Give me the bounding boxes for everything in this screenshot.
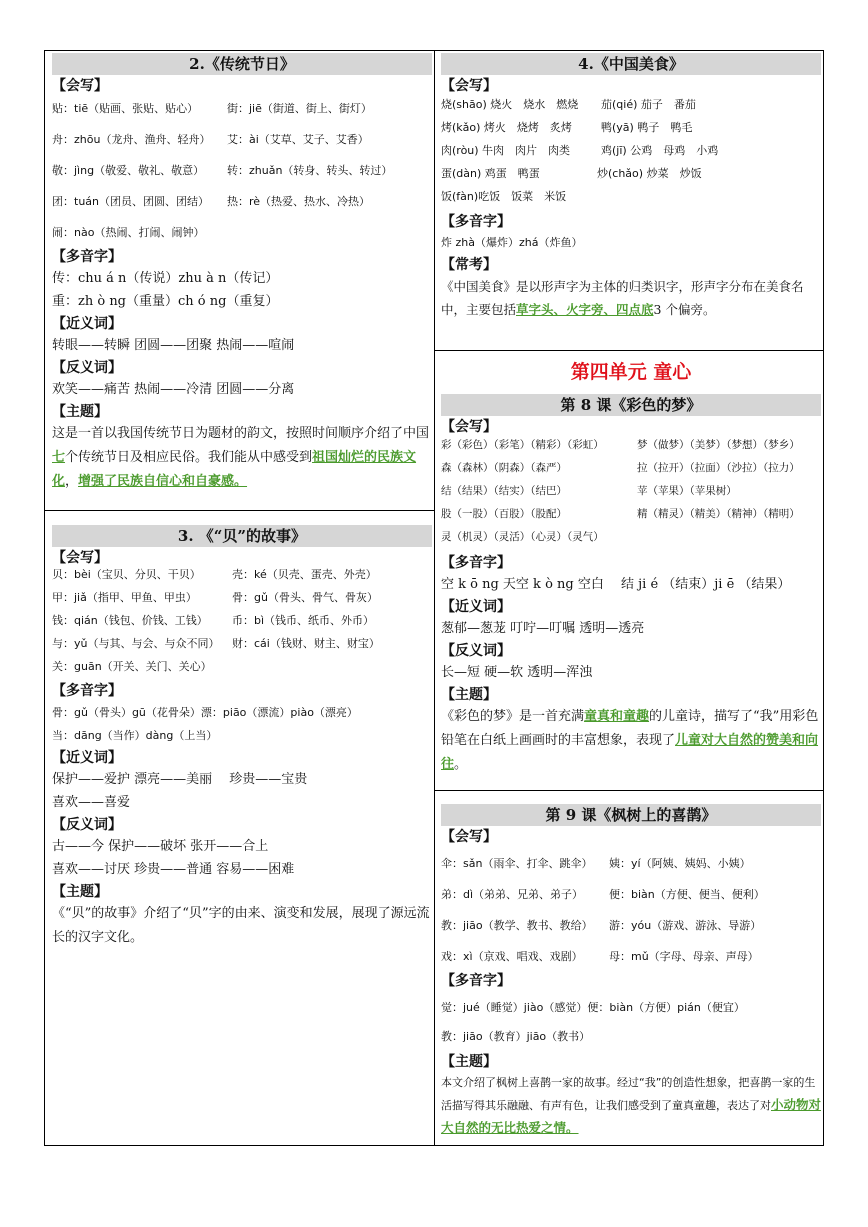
- lesson-8-duoyin-heading: 【多音字】: [441, 555, 511, 571]
- lesson-8-fanyi-heading: 【反义词】: [441, 643, 511, 659]
- list-item: 弟：dì（弟弟、兄弟、弟子） 便：biàn（方便、便当、便利）: [441, 888, 765, 901]
- list-item: 钱：qián（钱包、价钱、工钱） 币：bì（钱币、纸币、外币）: [52, 614, 375, 627]
- column-divider: [434, 50, 435, 1146]
- lesson-2-huixie-heading: 【会写】: [52, 78, 108, 94]
- list-item: 贴：tiē（贴画、张贴、贴心） 街：jiē（街道、街上、街灯）: [52, 102, 372, 115]
- lesson-2-jinyi: 转眼——转瞬 团圆——团聚 热闹——喧闹: [52, 338, 295, 353]
- lesson-9-zhuti: 本文介绍了枫树上喜鹊一家的故事。经过“我”的创造性想象，把喜鹊一家的生活描写得其乐融融、有声有色，让我们感受到了童真童趣，表达了对小动物对大自然的无比热爱之情。: [441, 1076, 822, 1135]
- list-item: 烧(shāo) 烧火 烧水 燃烧 茄(qié) 茄子 番茄: [441, 98, 696, 111]
- list-item: 森（森林）（阴森）（森严） 拉（拉开）（拉面）（沙拉）（拉力）: [441, 462, 800, 474]
- lesson-4-changkao: 《中国美食》是以形声字为主体的归类识字，形声字分布在美食名中，主要包括草字头、火字旁、四点底3 个偏旁。: [441, 279, 804, 317]
- lesson-3-title: 3. 《“贝”的故事》: [52, 525, 432, 547]
- lesson-8-huixie-heading: 【会写】: [441, 419, 497, 435]
- lesson-8-jinyi-heading: 【近义词】: [441, 599, 511, 615]
- list-item: 彩（彩色）（彩笔）（精彩）（彩虹） 梦（做梦）（美梦）（梦想）（梦乡）: [441, 439, 800, 451]
- lesson-4-duoyin-heading: 【多音字】: [441, 214, 511, 230]
- lesson-2-huixie-list: [52, 102, 432, 246]
- divider-right-2: [434, 790, 824, 791]
- lesson-2-duoyin-2: 重：zh ò ng（重量）ch ó ng（重复）: [52, 294, 279, 309]
- lesson-2-section: [52, 53, 432, 494]
- list-item: 蛋(dàn) 鸡蛋 鸭蛋 炒(chǎo) 炒菜 炒饭: [441, 167, 702, 180]
- lesson-8-fanyi: 长—短 硬—软 透明—浑浊: [441, 665, 593, 680]
- lesson-9-zhuti-heading: 【主题】: [441, 1054, 497, 1070]
- lesson-3-duoyin-1: 骨：gǔ（骨头）gū（花骨朵）漂：piāo（漂流）piào（漂亮）: [52, 706, 358, 719]
- lesson-9-duoyin-heading: 【多音字】: [441, 973, 511, 989]
- lesson-9-huixie-list: [441, 857, 821, 970]
- list-item: 与：yǔ（与其、与会、与众不同） 财：cái（钱财、财主、财宝）: [52, 637, 380, 650]
- list-item: 甲：jiǎ（指甲、甲鱼、甲虫） 骨：gǔ（骨头、骨气、骨灰）: [52, 591, 378, 604]
- lesson-3-jinyi-heading: 【近义词】: [52, 750, 122, 766]
- list-item: 团：tuán（团员、团圆、团结） 热：rè（热爱、热水、冷热）: [52, 195, 371, 208]
- lesson-3-jinyi-2: 喜欢——喜爱: [52, 795, 131, 810]
- lesson-4-huixie-heading: 【会写】: [441, 78, 497, 94]
- lesson-8-title: 第 8 课《彩色的梦》: [441, 394, 821, 416]
- list-item: 戏：xì（京戏、唱戏、戏剧） 母：mǔ（字母、母亲、声母）: [441, 950, 759, 963]
- list-item: 灵（机灵）（灵活）（心灵）（灵气）: [441, 531, 604, 543]
- list-item: 教：jiāo（教学、教书、教给） 游：yóu（游戏、游泳、导游）: [441, 919, 762, 932]
- lesson-2-fanyi: 欢笑——痛苦 热闹——冷清 团圆——分离: [52, 382, 295, 397]
- lesson-8-duoyin: 空 k ō ng 天空 k ò ng 空白 结 ji é （结束）ji ē （结果）: [441, 577, 791, 592]
- lesson-4-title: 4.《中国美食》: [441, 53, 821, 75]
- lesson-3-jinyi-1: 保护——爱护 漂亮——美丽 珍贵——宝贵: [52, 772, 308, 787]
- divider-left: [44, 510, 435, 511]
- lesson-4-changkao-heading: 【常考】: [441, 257, 497, 273]
- unit-title: 第四单元 童心: [570, 361, 692, 383]
- lesson-3-huixie-list: [52, 568, 432, 680]
- lesson-2-fanyi-heading: 【反义词】: [52, 360, 122, 376]
- list-item: 贝：bèi（宝贝、分贝、干贝） 壳：ké（贝壳、蛋壳、外壳）: [52, 568, 377, 581]
- list-item: 结（结果）（结实）（结巴） 苹（苹果）（苹果树）: [441, 485, 737, 497]
- lesson-2-zhuti: 这是一首以我国传统节日为题材的韵文，按照时间顺序介绍了中国七个传统节日及相应民俗。我们能从中感受到祖国灿烂的民族文化，增强了民族自信心和自豪感。: [52, 426, 430, 489]
- lesson-4-section: [441, 53, 821, 321]
- lesson-8-jinyi: 葱郁—葱茏 叮咛—叮嘱 透明—透亮: [441, 621, 645, 636]
- lesson-4-duoyin: 炸 zhà（爆炸）zhá（炸鱼）: [441, 236, 583, 249]
- list-item: 肉(ròu) 牛肉 肉片 肉类 鸡(jī) 公鸡 母鸡 小鸡: [441, 144, 719, 157]
- lesson-3-fanyi-2: 喜欢——讨厌 珍贵——普通 容易——困难: [52, 862, 295, 877]
- list-item: 敬：jìng（敬爱、敬礼、敬意） 转：zhuǎn（转身、转头、转过）: [52, 164, 393, 177]
- lesson-2-zhuti-heading: 【主题】: [52, 404, 108, 420]
- lesson-3-section: [52, 525, 432, 950]
- lesson-2-title: 2.《传统节日》: [52, 53, 432, 75]
- lesson-9-huixie-heading: 【会写】: [441, 829, 497, 845]
- divider-right-1: [434, 350, 824, 351]
- lesson-4-huixie-list: [441, 98, 821, 211]
- lesson-2-duoyin-1: 传：chu á n（传说）zhu à n（传记）: [52, 271, 279, 286]
- lesson-9-title: 第 9 课《枫树上的喜鹊》: [441, 804, 821, 826]
- lesson-3-fanyi-heading: 【反义词】: [52, 817, 122, 833]
- list-item: 闹：nào（热闹、打闹、闹钟）: [52, 226, 205, 239]
- lesson-9-section: [441, 804, 821, 1140]
- lesson-3-duoyin-2: 当：dāng（当作）dàng（上当）: [52, 729, 218, 742]
- lesson-2-jinyi-heading: 【近义词】: [52, 316, 122, 332]
- lesson-3-zhuti: 《“贝”的故事》介绍了“贝”字的由来、演变和发展，展现了源远流长的汉字文化。: [52, 906, 430, 945]
- lesson-9-duoyin-2: 教：jiāo（教育）jiāo（教书）: [441, 1030, 591, 1043]
- lesson-8-zhuti-heading: 【主题】: [441, 687, 497, 703]
- list-item: 舟：zhōu（龙舟、渔舟、轻舟） 艾：ài（艾草、艾子、艾香）: [52, 133, 369, 146]
- list-item: 关：guān（开关、关门、关心）: [52, 660, 212, 673]
- lesson-3-huixie-heading: 【会写】: [52, 550, 108, 566]
- list-item: 伞：sǎn（雨伞、打伞、跳伞） 姨：yí（阿姨、姨妈、小姨）: [441, 857, 751, 870]
- lesson-3-fanyi-1: 古——今 保护——破坏 张开——合上: [52, 839, 269, 854]
- lesson-3-zhuti-heading: 【主题】: [52, 884, 108, 900]
- list-item: 饭(fàn)吃饭 饭菜 米饭: [441, 190, 567, 203]
- lesson-2-duoyin-heading: 【多音字】: [52, 249, 122, 265]
- lesson-8-section: [441, 359, 821, 777]
- lesson-8-huixie-list: [441, 438, 821, 552]
- lesson-8-zhuti: 《彩色的梦》是一首充满童真和童趣的儿童诗，描写了“我”用彩色铅笔在白纸上画画时的丰富想象，表现了儿童对大自然的赞美和向往。: [441, 709, 819, 772]
- list-item: 烤(kǎo) 烤火 烧烤 炙烤 鸭(yā) 鸭子 鸭毛: [441, 121, 693, 134]
- lesson-9-duoyin-1: 觉：jué（睡觉）jiào（感觉）便：biàn（方便）pián（便宜）: [441, 1001, 745, 1014]
- list-item: 股（一股）（百股）（股配） 精（精灵）（精美）（精神）（精明）: [441, 508, 800, 520]
- lesson-3-duoyin-heading: 【多音字】: [52, 683, 122, 699]
